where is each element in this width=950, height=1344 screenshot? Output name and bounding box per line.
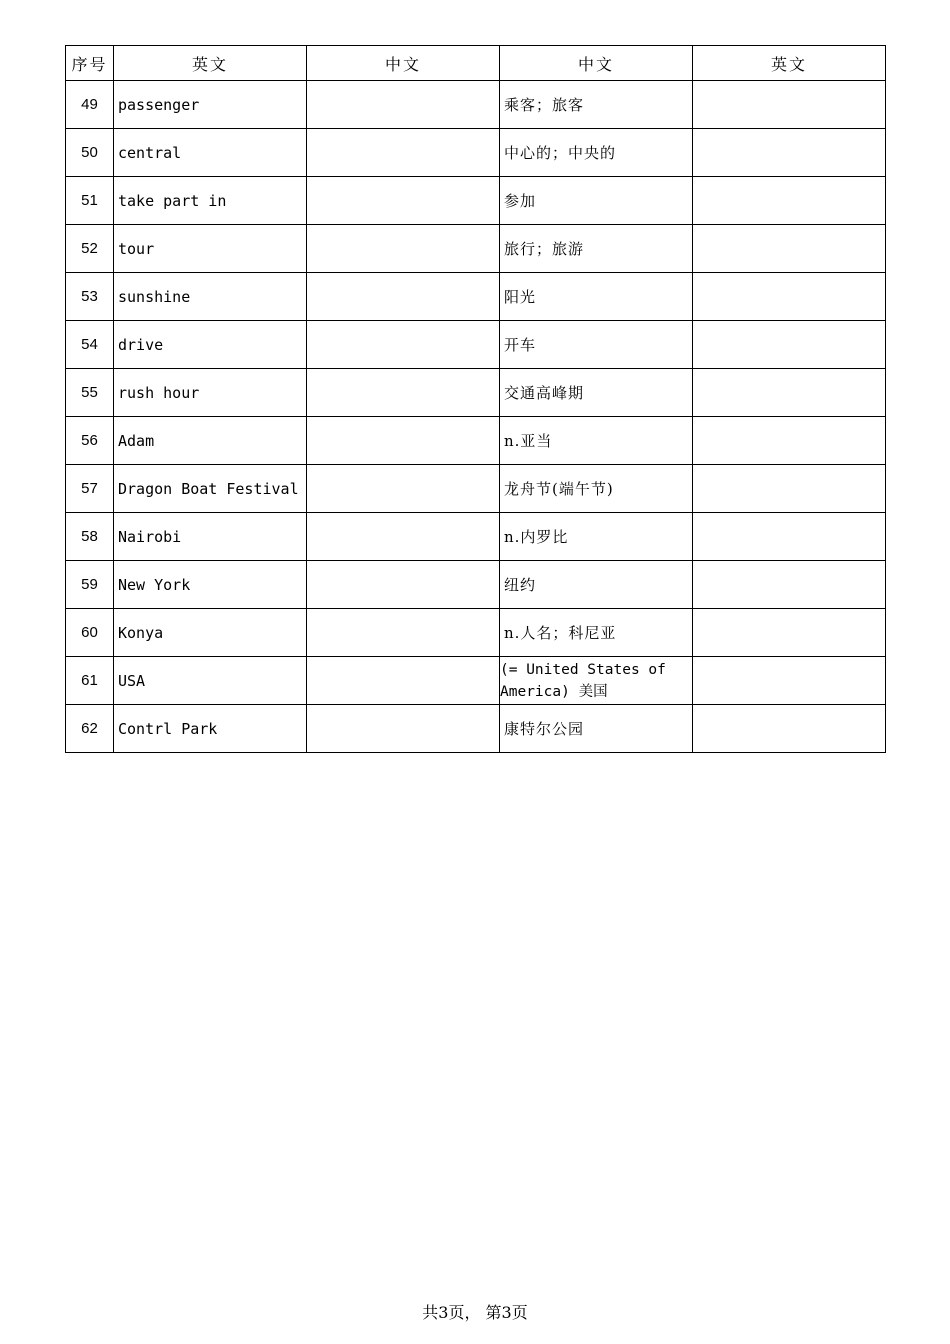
row-chinese-blank[interactable] [307, 465, 500, 513]
row-number: 52 [66, 225, 114, 273]
row-number: 54 [66, 321, 114, 369]
row-number: 61 [66, 657, 114, 705]
row-english: Dragon Boat Festival [114, 465, 307, 513]
row-english-blank[interactable] [693, 321, 886, 369]
table-row [66, 177, 886, 225]
row-english-blank[interactable] [693, 609, 886, 657]
row-chinese-blank[interactable] [307, 561, 500, 609]
row-english-blank[interactable] [693, 369, 886, 417]
row-english-blank[interactable] [693, 657, 886, 705]
row-number: 53 [66, 273, 114, 321]
vocabulary-table [65, 45, 886, 753]
row-chinese-blank[interactable] [307, 129, 500, 177]
row-number: 49 [66, 81, 114, 129]
table-row [66, 513, 886, 561]
row-chinese-blank[interactable] [307, 273, 500, 321]
row-chinese: n.内罗比 [500, 513, 693, 561]
table-row [66, 609, 886, 657]
row-chinese-blank[interactable] [307, 513, 500, 561]
row-chinese-blank[interactable] [307, 225, 500, 273]
table-row [66, 369, 886, 417]
table-row [66, 465, 886, 513]
row-number: 59 [66, 561, 114, 609]
table-row [66, 657, 886, 705]
header-chinese-2: 中文 [500, 46, 693, 81]
table-row [66, 705, 886, 753]
row-number: 58 [66, 513, 114, 561]
row-chinese: 中心的；中央的 [500, 129, 693, 177]
page-footer: 共3页， 第3页 [422, 1303, 528, 1322]
row-english: drive [114, 321, 307, 369]
row-chinese: 参加 [500, 177, 693, 225]
row-chinese: 开车 [500, 321, 693, 369]
row-english-blank[interactable] [693, 513, 886, 561]
row-english-blank[interactable] [693, 177, 886, 225]
row-chinese: 龙舟节(端午节) [500, 465, 693, 513]
row-english-blank[interactable] [693, 81, 886, 129]
header-number: 序号 [66, 46, 114, 81]
row-chinese: n.亚当 [500, 417, 693, 465]
row-number: 60 [66, 609, 114, 657]
header-row [66, 46, 886, 81]
row-english-blank[interactable] [693, 561, 886, 609]
row-english: passenger [114, 81, 307, 129]
table-row [66, 129, 886, 177]
row-chinese-blank[interactable] [307, 417, 500, 465]
row-number: 56 [66, 417, 114, 465]
row-chinese: 康特尔公园 [500, 705, 693, 753]
row-english: central [114, 129, 307, 177]
row-english: Nairobi [114, 513, 307, 561]
header-chinese: 中文 [307, 46, 500, 81]
row-number: 57 [66, 465, 114, 513]
row-english-blank[interactable] [693, 225, 886, 273]
row-english: rush hour [114, 369, 307, 417]
table-body [66, 81, 886, 753]
row-chinese: n.人名；科尼亚 [500, 609, 693, 657]
table-row [66, 417, 886, 465]
row-english: sunshine [114, 273, 307, 321]
row-chinese: (= United States of America) 美国 [500, 657, 693, 705]
row-chinese-blank[interactable] [307, 177, 500, 225]
table-row [66, 81, 886, 129]
table-row [66, 561, 886, 609]
row-english-blank[interactable] [693, 273, 886, 321]
row-chinese: 乘客；旅客 [500, 81, 693, 129]
row-english: tour [114, 225, 307, 273]
row-chinese: 纽约 [500, 561, 693, 609]
row-english-blank[interactable] [693, 465, 886, 513]
row-chinese: 旅行；旅游 [500, 225, 693, 273]
header-english-2: 英文 [693, 46, 886, 81]
row-chinese-blank[interactable] [307, 321, 500, 369]
row-english: take part in [114, 177, 307, 225]
row-number: 51 [66, 177, 114, 225]
row-english-blank[interactable] [693, 129, 886, 177]
table-row [66, 225, 886, 273]
row-chinese: 阳光 [500, 273, 693, 321]
row-english: Konya [114, 609, 307, 657]
row-chinese-blank[interactable] [307, 81, 500, 129]
row-chinese-blank[interactable] [307, 705, 500, 753]
row-number: 55 [66, 369, 114, 417]
row-number: 50 [66, 129, 114, 177]
row-english-blank[interactable] [693, 417, 886, 465]
table-row [66, 321, 886, 369]
row-chinese-blank[interactable] [307, 609, 500, 657]
header-english: 英文 [114, 46, 307, 81]
row-english: USA [114, 657, 307, 705]
row-english: New York [114, 561, 307, 609]
row-chinese-blank[interactable] [307, 657, 500, 705]
table-header [66, 46, 886, 81]
row-number: 62 [66, 705, 114, 753]
row-english: Adam [114, 417, 307, 465]
row-chinese: 交通高峰期 [500, 369, 693, 417]
row-chinese-blank[interactable] [307, 369, 500, 417]
row-english: Contrl Park [114, 705, 307, 753]
table-row [66, 273, 886, 321]
row-english-blank[interactable] [693, 705, 886, 753]
